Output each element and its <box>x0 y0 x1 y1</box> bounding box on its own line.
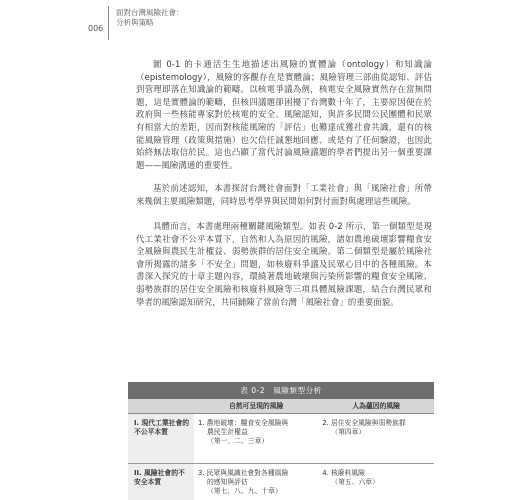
header-divider <box>108 6 109 40</box>
cell-line: 農民生計權益 <box>207 428 248 436</box>
paragraph-1: 圖 0-1 的卡通活生生地描述出風險的實體論（ontology）和知識論（epistemology），風險的客觀存在是實體論；風險管理三部曲從認知、評估到管理即落在知識論的範疇。以核電爭議為例，核電安全風險實然存在當無問題，這是實體論的範疇，但核四議題卻困擾了台灣數十年了，主要原因便在於政府與一些核能專家對於核電的安全、風險認知，與許多民間公民團體和民眾有相當大的差距，因而對核能風險的「評估」也難達成獲社會共識，還有的核能風險管理（政策與措施）也欠信任誠懇地回應、或是有了任何驗證，也因此始終無法取信於民。這也凸顯了當代討論風險議題的學者們提出另一個重要課題——風險溝通的重要性。 <box>136 59 432 170</box>
table-header-human: 人為蘊因的風險 <box>318 399 434 414</box>
table-cell-natural <box>194 414 318 464</box>
cell-line: （第四章） <box>331 428 366 436</box>
running-title-line2: 分析與策略 <box>116 18 154 27</box>
page-number: 006 <box>88 24 104 33</box>
cell-line: 2. 居住安全風險與弱勢族群 <box>322 419 406 427</box>
table-header-row <box>128 399 434 414</box>
paragraph-3: 具體而言，本書處理兩種關鍵風險類型。如表 0-2 所示，第一個類型是現代工業社會不公平本質下，自然和人為原因的風險，諸如農地破壞影響糧食安全風險與農民生計權益、弱勢族群的居住安全風險。第二個類型是屬於風險社會所揭露的諸多「不安全」問題，如核廢料爭議及民眾心目中的各種風險。本書深入探究的十章主題內容，環繞著農地破壞與污染所影響的糧食安全風險、弱勢族群的居住安全風險和核廢料風險等三項具體風險課題，結合台灣民眾和學者的風險認知研究，共同鋪陳了當前台灣「風險社會」的重要面貌。 <box>136 221 432 307</box>
cell-line: （第一、二、三章） <box>207 437 269 445</box>
row-label: I. 現代工業社會的不公平本質 <box>128 414 194 464</box>
cell-line: 4. 核廢料風險 <box>322 469 365 477</box>
cell-line: （第五、六章） <box>331 478 379 486</box>
cell-line: （第七、八、九、十章） <box>207 487 282 495</box>
table-body <box>128 399 434 500</box>
running-head <box>116 8 184 28</box>
table-header-empty <box>128 399 194 414</box>
table-cell-human <box>318 414 434 464</box>
row-label: II. 風險社會的不安全本質 <box>128 464 194 500</box>
table-row <box>128 464 434 500</box>
table-header-natural: 自然可呈現的風險 <box>194 399 318 414</box>
cell-line: 3. 民眾與風識社會對各種風險 <box>198 469 289 477</box>
risk-type-table <box>128 382 434 500</box>
table-title: 表 0-2 風險類型分析 <box>128 382 434 399</box>
running-title-line1: 面對台灣風險社會： <box>116 8 184 17</box>
table-cell-human <box>318 464 434 500</box>
table-cell-natural <box>194 464 318 500</box>
cell-line: 的感知與評估 <box>207 478 248 486</box>
table-row <box>128 414 434 464</box>
cell-line: 1. 農地破壞：糧食安全風險與 <box>198 419 289 427</box>
paragraph-2: 基於前述認知，本書探討台灣社會面對「工業社會」與「風險社會」所帶來幾個主要風險類題，同時思考學界與民間如何對付面對與處理這些風險。 <box>136 183 432 206</box>
